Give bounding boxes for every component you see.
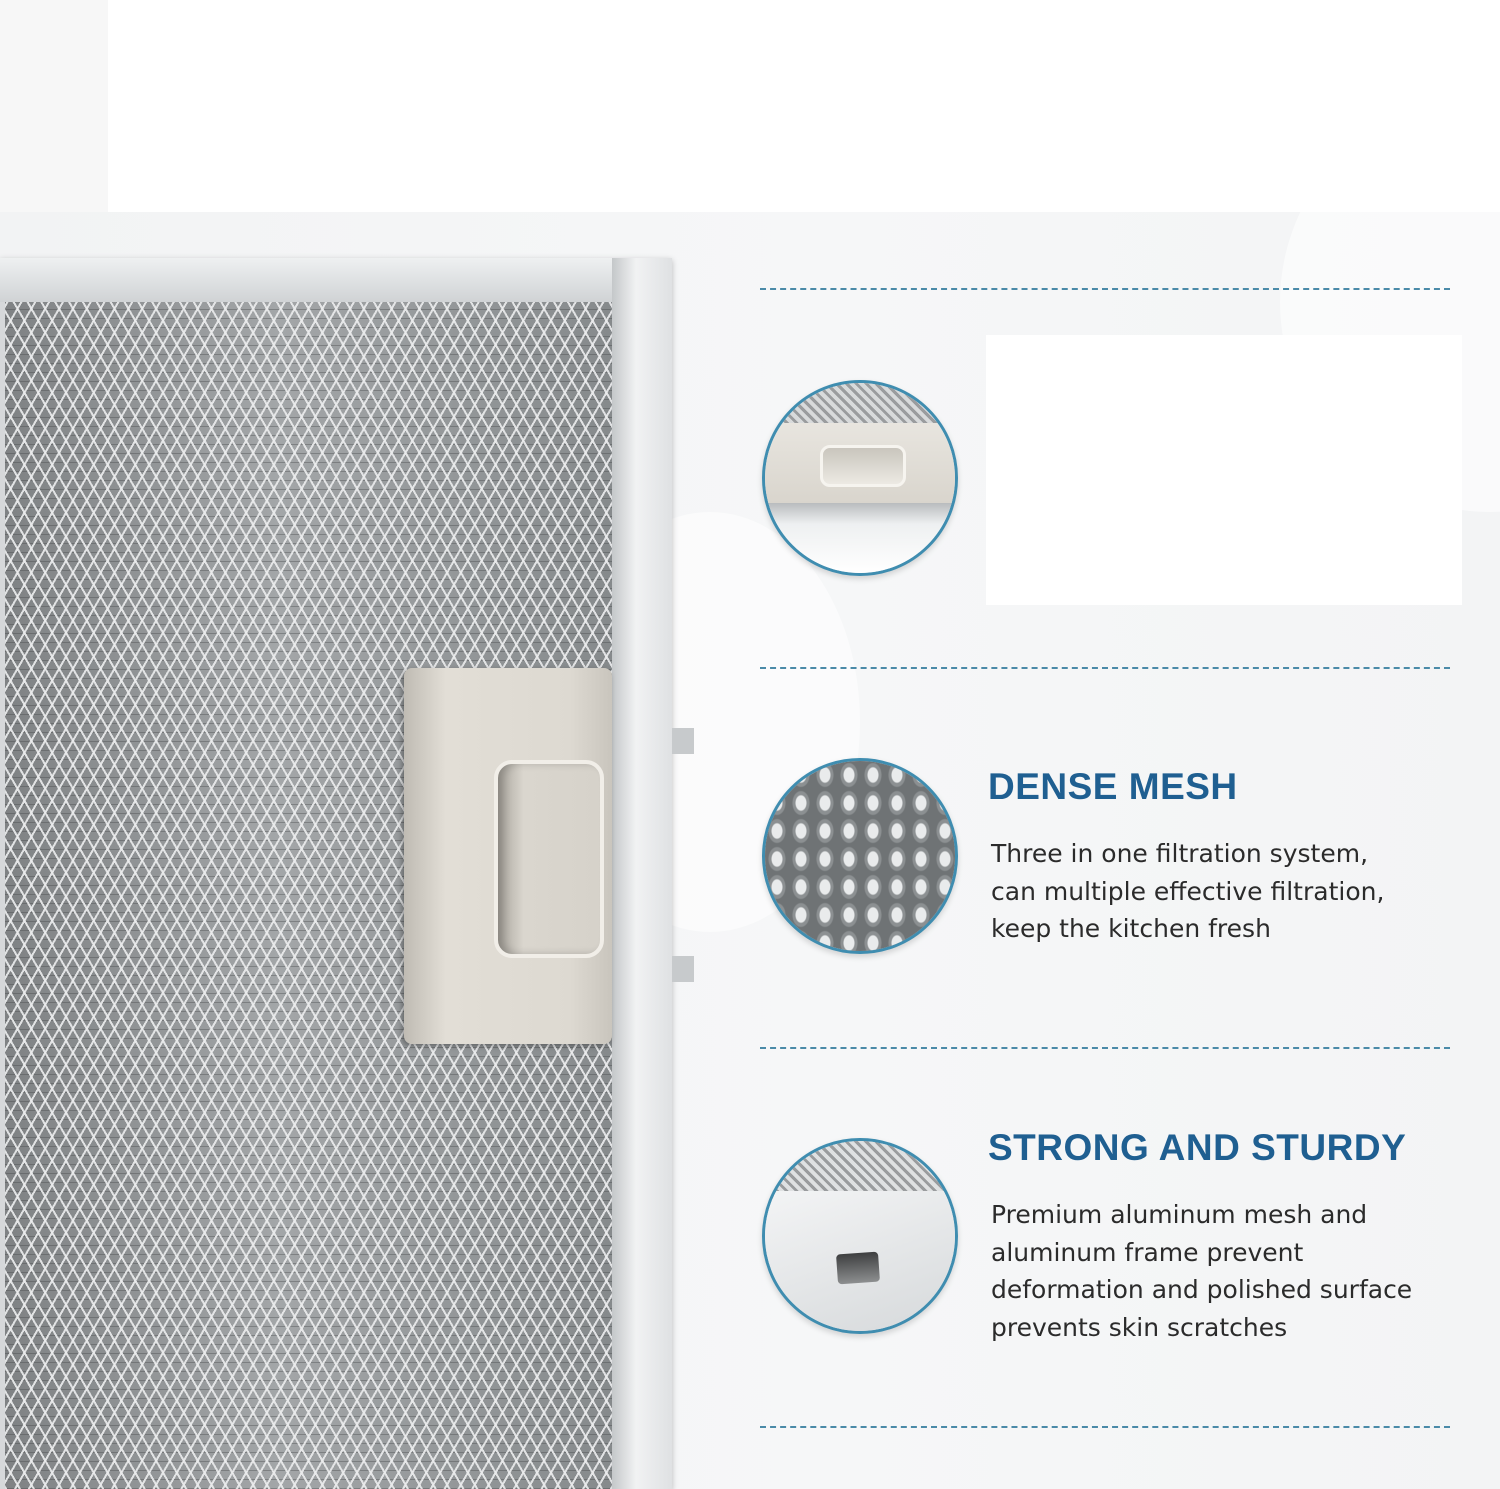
detail-mesh-closeup [765,761,955,951]
dashed-separator [760,1426,1450,1428]
blank-caption-box [986,335,1462,605]
detail-mesh [765,383,955,423]
description-line: can multiple effective filtration, [991,876,1385,906]
feature-description-dense-mesh [991,835,1461,948]
filter-clip-tab [672,956,694,982]
description-line: Three in one filtration system, [991,839,1369,868]
frame-detail-circle [762,1138,958,1334]
filter-handle-grip [494,760,604,958]
detail-slot [836,1252,880,1285]
dashed-separator [760,288,1450,290]
description-line: Premium aluminum mesh and [991,1200,1368,1229]
top-left-strip [0,0,108,212]
dashed-separator [760,1047,1450,1049]
dashed-separator [760,667,1450,669]
filter-frame-top [0,258,672,302]
description-line: aluminum frame prevent [991,1237,1304,1267]
description-line: deformation and polished surface [991,1275,1413,1304]
feature-title-strong-and-sturdy: STRONG AND STURDY [988,1127,1407,1168]
feature-title-dense-mesh: DENSE MESH [988,766,1238,807]
detail-edge [765,503,955,573]
mesh-detail-circle [762,758,958,954]
description-line: prevents skin scratches [991,1312,1288,1342]
filter-frame-right [612,258,672,1489]
detail-grip [820,445,906,487]
description-line: keep the kitchen fresh [991,914,1271,943]
feature-description-strong-and-sturdy [991,1196,1461,1346]
handle-detail-circle [762,380,958,576]
filter-clip-tab [672,728,694,754]
